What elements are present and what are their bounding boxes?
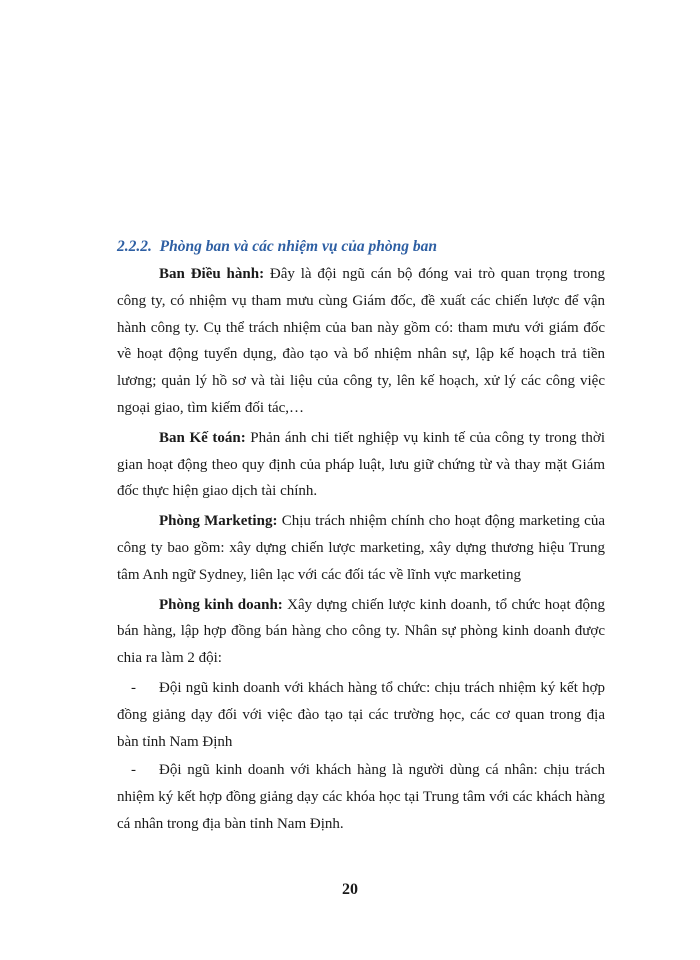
paragraph-ban-ke-toan [117,425,605,505]
list-item-text: Đội ngũ kinh doanh với khách hàng tổ chức: chịu trách nhiệm ký kết hợp đồng giảng dạy đối với việc đào tạo tại các trường học, các cơ quan trong địa bàn tỉnh Nam Định [117,679,605,750]
paragraph-term: Ban Kế toán: [159,429,246,446]
paragraph-text: Phản ánh chi tiết nghiệp vụ kinh tế của công ty trong thời gian hoạt động theo quy định của pháp luật, lưu giữ chứng từ và thay mặt Giám đốc thực hiện giao dịch tài chính. [117,429,605,500]
paragraph-term: Phòng kinh doanh: [159,596,283,613]
section-title: Phòng ban và các nhiệm vụ của phòng ban [159,238,437,255]
paragraph-phong-marketing [117,508,605,588]
paragraph-phong-kinh-doanh [117,592,605,672]
paragraph-term: Phòng Marketing: [159,513,278,530]
page-number: 20 [342,881,358,898]
paragraph-ban-dieu-hanh [117,261,605,422]
section-number: 2.2.2. [117,238,152,255]
list-item [117,757,605,837]
list-item-text: Đội ngũ kinh doanh với khách hàng là người dùng cá nhân: chịu trách nhiệm ký kết hợp đồng giảng dạy các khóa học tại Trung tâm với các khách hàng cá nhân trong địa bàn tỉnh Nam Định. [117,762,605,832]
list-item [117,675,605,755]
section-heading [117,238,437,256]
paragraph-text: Chịu trách nhiệm chính cho hoạt động marketing của công ty bao gồm: xây dựng chiến lược marketing, xây dựng thương hiệu Trung tâm Anh ngữ Sydney, liên lạc với các đối tác về lĩnh vực marketing [117,513,605,583]
body-text [117,261,605,840]
paragraph-text: Xây dựng chiến lược kinh doanh, tổ chức hoạt động bán hàng, lập hợp đồng bán hàng cho công ty. Nhân sự phòng kinh doanh được chia ra làm 2 đội: [117,596,605,667]
paragraph-term: Ban Điều hành: [159,266,265,282]
bullet-dash: - [131,762,136,779]
bullet-dash: - [131,679,136,696]
paragraph-text: Đây là đội ngũ cán bộ đóng vai trò quan trọng trong công ty, có nhiệm vụ tham mưu cùng Giám đốc, đề xuất các chiến lược để vận hành công ty. Cụ thể trách nhiệm của ban này gồm có: tham mưu với giám đốc về hoạt động tuyển dụng, đào tạo và bổ nhiệm nhân sự, lập kế hoạch trả tiền lương; quản lý hồ sơ và tài liệu của công ty, lên kế hoạch, xử lý các công việc ngoại giao, tìm kiếm đối tác,… [117,266,605,416]
